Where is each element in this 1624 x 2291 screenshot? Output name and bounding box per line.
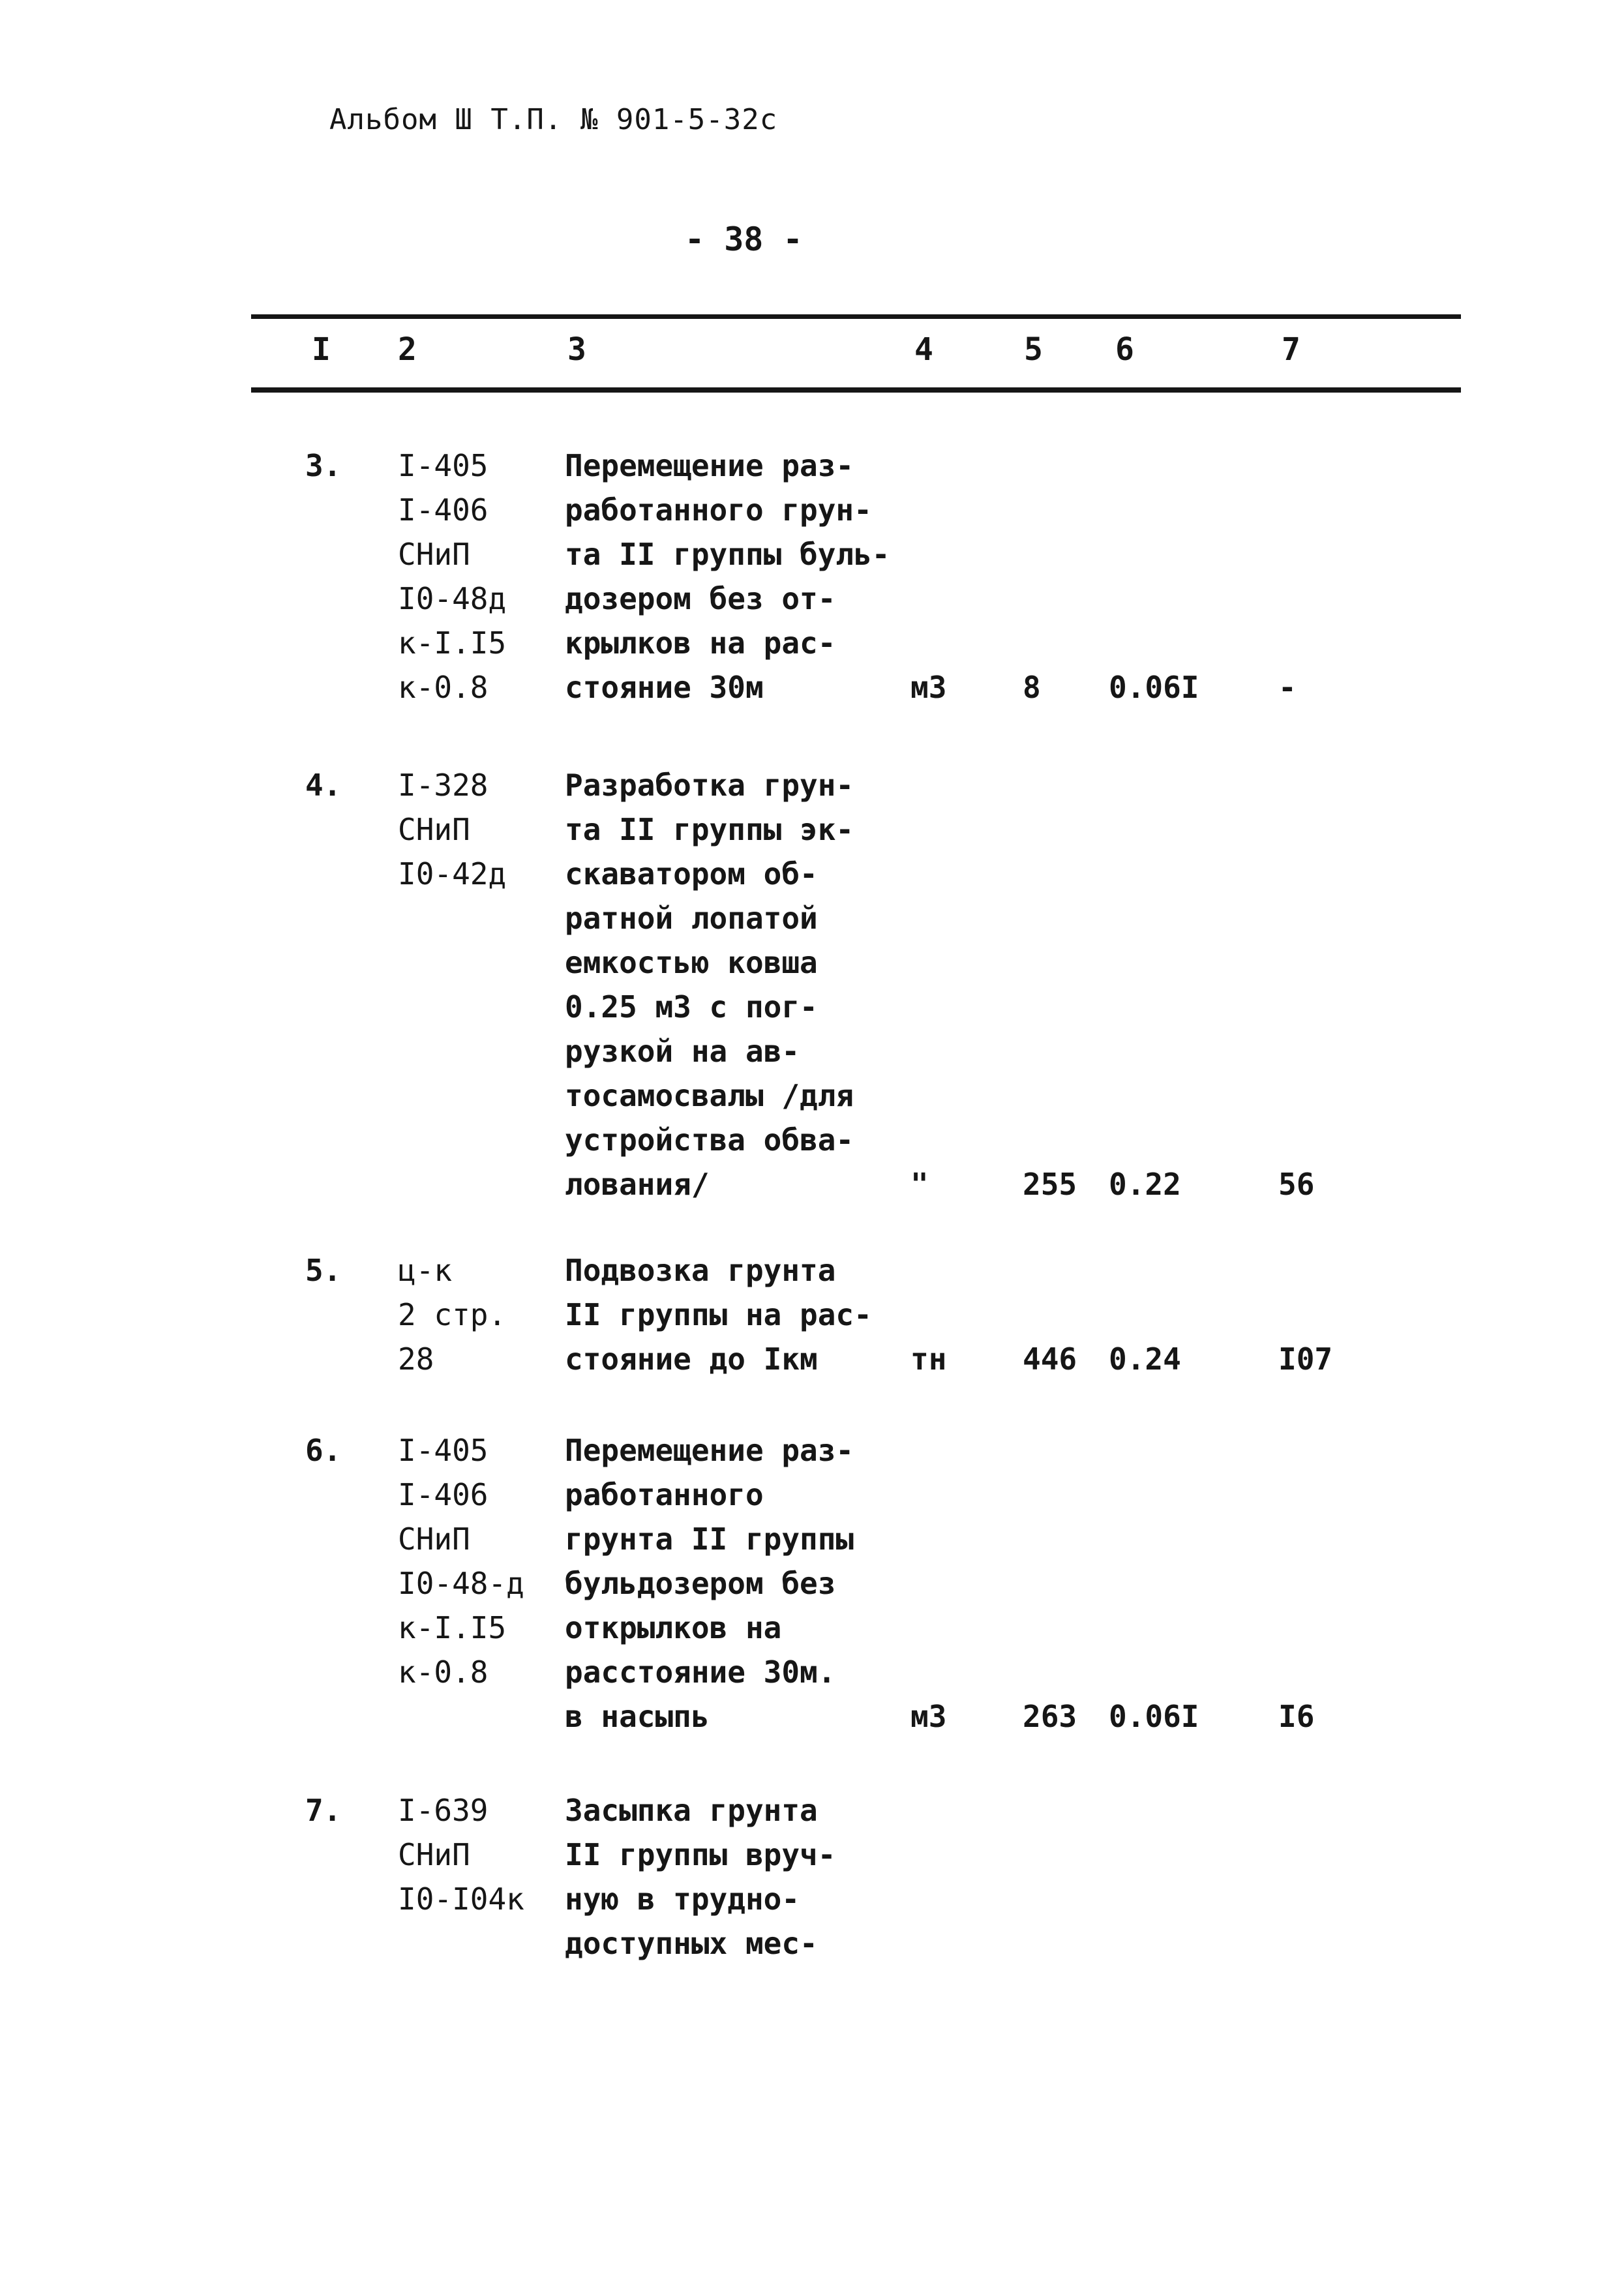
row-reference: I-639 СНиП I0-I04к [398, 1793, 524, 1917]
row-number: 5. [305, 1253, 342, 1288]
row-total: - [1278, 670, 1297, 705]
column-header-2: 2 [398, 331, 417, 368]
row-description: Засыпка грунта II группы вруч- ную в трудно- доступных мес- [565, 1793, 836, 1961]
row-reference: I-328 СНиП I0-42д [398, 768, 507, 891]
row-reference: I-405 I-406 СНиП I0-48д к-I.I5 к-0.8 [398, 448, 507, 705]
row-description: Разработка грун- та II группы эк- скаватором об- ратной лопатой емкостью ковша 0.25 м3 с пог- рузкой на ав- тосамосвалы /для устройства обва- лования/ [565, 768, 854, 1202]
row-norm: 0.22 [1109, 1167, 1181, 1202]
row-unit: м3 [910, 1699, 947, 1734]
page-number: - 38 - [685, 220, 803, 258]
row-number: 7. [305, 1793, 342, 1828]
column-header-5: 5 [1024, 331, 1043, 368]
column-header-4: 4 [914, 331, 933, 368]
row-quantity: 8 [1023, 670, 1041, 705]
row-description: Перемещение раз- работанного грунта II группы бульдозером без открылков на расстояние 30м. в насыпь [565, 1433, 854, 1734]
row-unit: тн [910, 1341, 947, 1377]
row-norm: 0.24 [1109, 1341, 1181, 1377]
table-rule-bottom [251, 387, 1461, 393]
column-header-6: 6 [1115, 331, 1134, 368]
row-reference: ц-к 2 стр. 28 [398, 1253, 507, 1377]
column-header-7: 7 [1282, 331, 1301, 368]
page-header: Альбом Ш Т.П. № 901-5-32с [329, 103, 778, 136]
row-reference: I-405 I-406 СНиП I0-48-д к-I.I5 к-0.8 [398, 1433, 524, 1690]
row-total: I07 [1278, 1341, 1333, 1377]
table-rule-top [251, 314, 1461, 319]
row-total: 56 [1278, 1167, 1315, 1202]
row-description: Перемещение раз- работанного грун- та II группы буль- дозером без от- крылков на рас- стояние 30м [565, 448, 890, 705]
row-number: 6. [305, 1433, 342, 1468]
row-unit: м3 [910, 670, 947, 705]
row-quantity: 255 [1023, 1167, 1077, 1202]
row-description: Подвозка грунта II группы на рас- стояние до Iкм [565, 1253, 872, 1377]
row-quantity: 263 [1023, 1699, 1077, 1734]
row-norm: 0.06I [1109, 670, 1199, 705]
row-unit: " [910, 1167, 929, 1202]
row-total: I6 [1278, 1699, 1315, 1734]
row-number: 4. [305, 768, 342, 803]
row-quantity: 446 [1023, 1341, 1077, 1377]
column-header-1: I [312, 331, 331, 368]
row-number: 3. [305, 448, 342, 483]
column-header-3: 3 [567, 331, 586, 368]
row-norm: 0.06I [1109, 1699, 1199, 1734]
